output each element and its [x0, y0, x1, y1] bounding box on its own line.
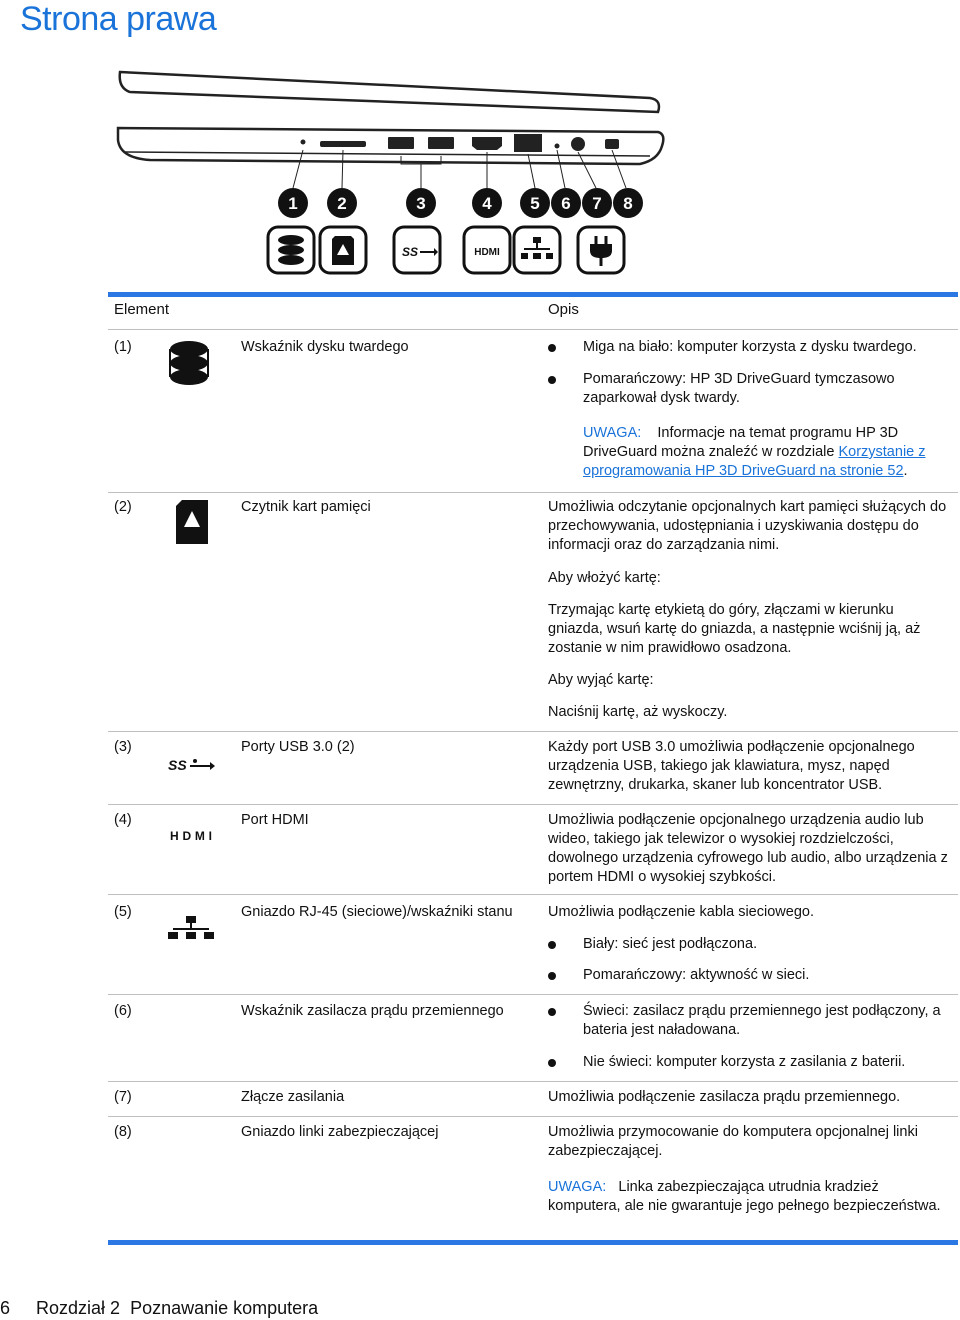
- chapter-title: Poznawanie komputera: [130, 1298, 319, 1318]
- callout-5: [520, 188, 550, 218]
- laptop-lid-outline: [120, 72, 659, 112]
- power-plug-icon: [578, 227, 624, 273]
- svg-text:8: 8: [623, 194, 633, 213]
- row-4-description: Umożliwia podłączenie opcjonalnego urządzenia audio lub wideo, takiego jak telewizor o wysokiej rozdzielczości, dowolnego urządzenia cyfrowego lub audio, albo urządzenia z portem HDMI o wysokiej szybkości.: [548, 812, 948, 885]
- row-1-number: (1): [114, 339, 132, 355]
- svg-text:SS: SS: [402, 245, 419, 259]
- note-link[interactable]: Korzystanie z oprogramowania HP 3D DriveGuard na stronie 52: [583, 444, 926, 479]
- note-label: UWAGA:: [583, 425, 642, 441]
- header-description: Opis: [548, 301, 579, 318]
- row-2-paragraph-3: Trzymając kartę etykietą do góry, złączami w kierunku gniazda, wsuń kartę do gniazda, a następnie wciśnij ją, aż zostanie w nim prawidłowo osadzona.: [548, 602, 921, 656]
- page-footer: [0, 1298, 332, 1319]
- row-6-name: Wskaźnik zasilacza prądu przemiennego: [241, 1003, 504, 1019]
- row-1-name: Wskaźnik dysku twardego: [241, 339, 409, 355]
- laptop-right-side-illustration: [110, 60, 670, 190]
- row-6-number: (6): [114, 1003, 132, 1019]
- port-ac-led: [555, 144, 560, 149]
- hdd-led-icon: [268, 227, 314, 273]
- row-2-paragraph-4: Aby wyjąć kartę:: [548, 672, 654, 688]
- row-separator: [108, 1081, 958, 1082]
- hdmi-icon: [464, 227, 510, 273]
- bullet-dot: [548, 972, 556, 980]
- bullet-dot: [548, 376, 556, 384]
- callout-3: [406, 188, 436, 218]
- row-2-paragraph-1: Umożliwia odczytanie opcjonalnych kart pamięci służących do przechowywania, udostępniania i uzyskiwania dostępu do informacji oraz do zarządzania nimi.: [548, 499, 947, 553]
- row-7-number: (7): [114, 1089, 132, 1105]
- row-separator: [108, 1116, 958, 1117]
- row-6-bullet-1: Świeci: zasilacz prądu przemiennego jest podłączony, a bateria jest naładowana.: [583, 1003, 941, 1038]
- header-element: Element: [114, 301, 170, 318]
- row-5-description: Umożliwia podłączenie kabla sieciowego.: [548, 904, 814, 920]
- row-8-description: Umożliwia przymocowanie do komputera opcjonalnej linki zabezpieczającej.: [548, 1124, 918, 1159]
- bullet-dot: [548, 1008, 556, 1016]
- row-5-number: (5): [114, 904, 132, 920]
- row-2-paragraph-2: Aby włożyć kartę:: [548, 570, 661, 586]
- svg-text:4: 4: [482, 194, 492, 213]
- table-header: [108, 297, 958, 330]
- row-separator: [108, 492, 958, 493]
- port-card-reader: [320, 141, 366, 147]
- svg-text:5: 5: [530, 194, 540, 213]
- row-8-name: Gniazdo linki zabezpieczającej: [241, 1124, 439, 1140]
- svg-text:6: 6: [561, 194, 571, 213]
- port-usb-2: [428, 137, 454, 149]
- row-separator: [108, 804, 958, 805]
- svg-text:7: 7: [592, 194, 602, 213]
- page-number: 6: [0, 1298, 11, 1318]
- usb-ss-icon: [394, 227, 440, 273]
- row-5-bullet-2: Pomarańczowy: aktywność w sieci.: [583, 967, 810, 983]
- sd-card-icon: [174, 498, 210, 546]
- row-1-bullet-1: Miga na biało: komputer korzysta z dysku twardego.: [583, 339, 917, 355]
- svg-text:1: 1: [288, 194, 298, 213]
- port-icon-strip: [260, 225, 660, 277]
- port-hdmi: [472, 137, 502, 150]
- callout-2: [327, 188, 357, 218]
- row-separator: [108, 731, 958, 732]
- row-6-bullet-2: Nie świeci: komputer korzysta z zasilania z baterii.: [583, 1054, 906, 1070]
- port-usb-1: [388, 137, 414, 149]
- svg-text:SS: SS: [168, 757, 187, 773]
- port-rj45: [514, 134, 542, 152]
- table-bottom-rule: [108, 1240, 958, 1245]
- row-2-name: Czytnik kart pamięci: [241, 499, 371, 515]
- note-text: Informacje na temat programu HP 3D DriveGuard można znaleźć w rozdziale: [583, 425, 899, 460]
- hdd-led-icon: [168, 338, 214, 388]
- callout-row: [260, 185, 660, 225]
- row-4-name: Port HDMI: [241, 812, 309, 828]
- row-7-name: Złącze zasilania: [241, 1089, 345, 1105]
- row-3-description: Każdy port USB 3.0 umożliwia podłączenie opcjonalnego urządzenia USB, takiego jak klawiatura, mysz, napęd zewnętrzny, drukarka, skaner lub koncentrator USB.: [548, 739, 915, 793]
- row-3-name: Porty USB 3.0 (2): [241, 739, 355, 755]
- row-1-bullet-2: Pomarańczowy: HP 3D DriveGuard tymczasowo zaparkował dysk twardy.: [583, 371, 895, 406]
- svg-text:HDMI: HDMI: [474, 247, 500, 258]
- svg-text:3: 3: [416, 194, 426, 213]
- port-power: [571, 137, 585, 151]
- row-separator: [108, 894, 958, 895]
- bullet-dot: [548, 941, 556, 949]
- row-7-description: Umożliwia podłączenie zasilacza prądu przemiennego.: [548, 1089, 901, 1105]
- chapter-label: Rozdział 2: [36, 1298, 121, 1318]
- bullet-dot: [548, 1059, 556, 1067]
- page-title: Strona prawa: [20, 0, 217, 38]
- row-4-number: (4): [114, 812, 132, 828]
- port-security-slot: [605, 139, 619, 149]
- row-8-note: [548, 1178, 948, 1216]
- row-2-number: (2): [114, 499, 132, 515]
- callout-4: [472, 188, 502, 218]
- row-separator: [108, 994, 958, 995]
- callout-6: [551, 188, 581, 218]
- row-5-bullet-1: Biały: sieć jest podłączona.: [583, 936, 758, 952]
- callout-7: [582, 188, 612, 218]
- sd-card-icon: [320, 227, 366, 273]
- note-label: UWAGA:: [548, 1179, 607, 1195]
- note-text: Linka zabezpieczająca utrudnia kradzież komputera, ale nie gwarantuje jego pełnego bezpieczeństwa.: [548, 1179, 941, 1214]
- row-3-number: (3): [114, 739, 132, 755]
- row-2-paragraph-5: Naciśnij kartę, aż wyskoczy.: [548, 704, 728, 720]
- row-1-note: [583, 424, 953, 481]
- hdmi-icon: [170, 828, 214, 842]
- row-5-name: Gniazdo RJ-45 (sieciowe)/wskaźniki stanu: [241, 904, 513, 920]
- svg-text:HDMI: HDMI: [170, 829, 212, 842]
- svg-text:2: 2: [337, 194, 347, 213]
- callout-1: [278, 188, 308, 218]
- bullet-dot: [548, 344, 556, 352]
- callout-8: [613, 188, 643, 218]
- note-end: .: [903, 463, 908, 479]
- rj45-icon: [514, 227, 560, 273]
- row-8-number: (8): [114, 1124, 132, 1140]
- usb-ss-icon: [168, 755, 216, 775]
- port-hdd-led: [301, 140, 306, 145]
- rj45-icon: [168, 916, 214, 940]
